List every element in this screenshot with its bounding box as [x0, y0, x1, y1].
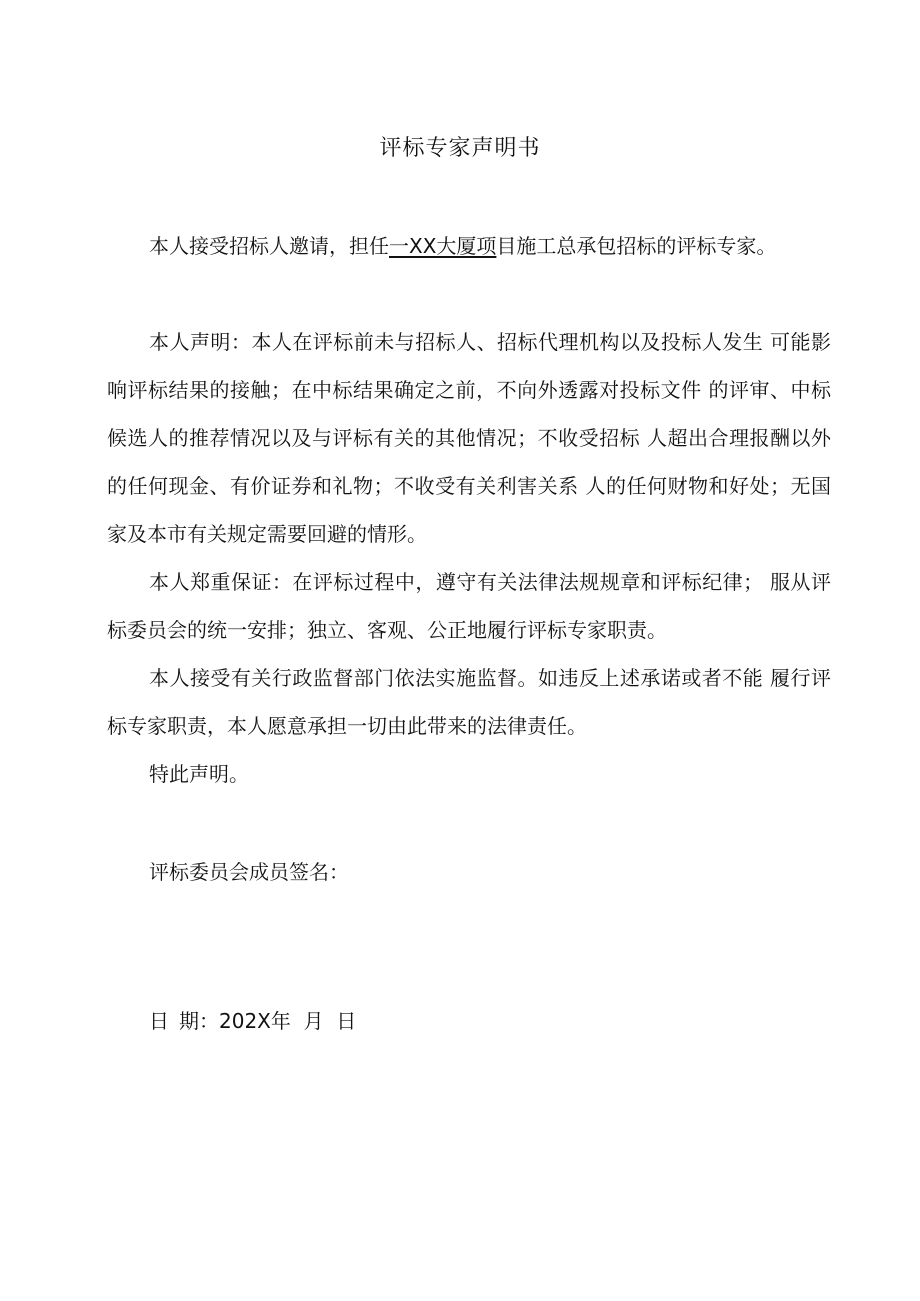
document-title: 评标专家声明书 — [379, 136, 541, 161]
project-name: 一XX大厦项 — [389, 234, 497, 258]
paragraph-appointment — [107, 222, 831, 270]
appointment-text-after: 目施工总承包招标的评标专家。 — [496, 234, 777, 258]
date-line — [149, 1005, 356, 1037]
paragraph-supervision: 本人接受有关行政监督部门依法实施监督。如违反上述承诺或者不能 履行评标专家职责，本人愿意承担一切由此带来的法律责任。 — [107, 666, 831, 738]
paragraph-declaration: 本人声明：本人在评标前未与招标人、招标代理机构以及投标人发生 可能影响评标结果的接触；在中标结果确定之前，不向外透露对投标文件 的评审、中标候选人的推荐情况以及与评标有关的其他情况；不收受招标 人超出合理报酬以外的任何现金、有价证券和礼物；不收受有关利害关系 人的任何财物和好处；无国家及本市有关规定需要回避的情形。 — [107, 330, 831, 546]
signature-label: 评标委员会成员签名： — [149, 860, 349, 884]
paragraph-guarantee: 本人郑重保证：在评标过程中，遵守有关法律法规规章和评标纪律； 服从评标委员会的统一安排；独立、客观、公正地履行评标专家职责。 — [107, 570, 831, 642]
date-value: 202X年 月 日 — [219, 1009, 357, 1033]
date-label-char2: 期： — [179, 1009, 219, 1033]
date-label-char1: 日 — [149, 1009, 169, 1033]
appointment-text-before: 本人接受招标人邀请，担任 — [149, 234, 389, 258]
paragraph-closing: 特此声明。 — [149, 762, 249, 786]
